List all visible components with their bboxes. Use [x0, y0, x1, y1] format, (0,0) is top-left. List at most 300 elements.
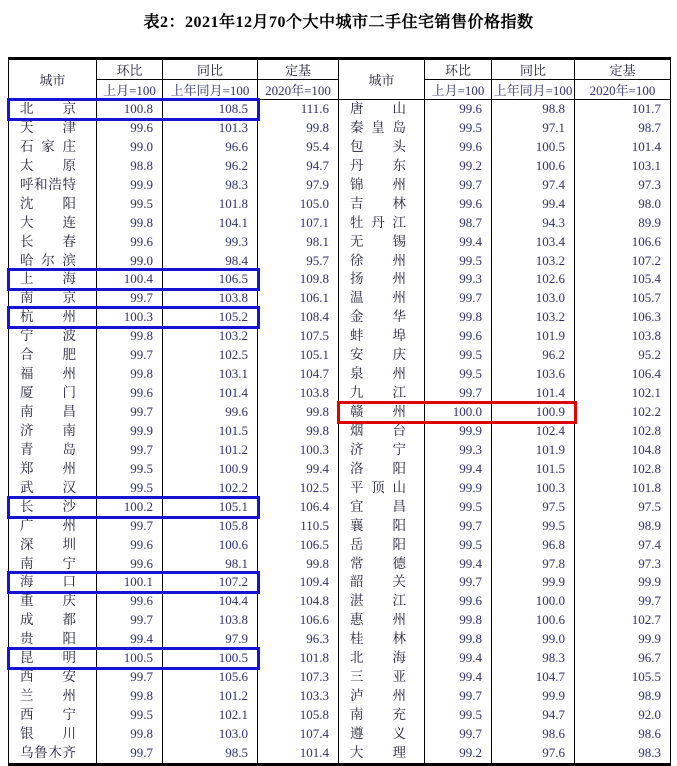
right-base-cell: 103.1	[575, 157, 671, 176]
left-yoy-cell: 101.4	[163, 384, 258, 403]
left-mom-cell: 99.8	[97, 365, 163, 384]
city-name: 宁波	[20, 328, 76, 344]
left-city-cell	[9, 195, 97, 214]
right-yoy-cell: 103.2	[492, 252, 575, 271]
right-yoy-cell: 97.6	[492, 744, 575, 764]
right-yoy-cell: 102.6	[492, 270, 575, 289]
left-base-cell: 106.1	[258, 289, 339, 308]
right-base-cell: 99.9	[575, 573, 671, 592]
right-base-cell: 89.9	[575, 214, 671, 233]
left-city-cell	[9, 176, 97, 195]
left-city-cell	[9, 517, 97, 536]
right-yoy-cell: 98.8	[492, 100, 575, 119]
right-mom-cell: 99.9	[425, 479, 492, 498]
city-name: 成都	[20, 612, 76, 628]
right-mom-cell: 99.7	[425, 517, 492, 536]
city-name: 兰州	[20, 688, 76, 704]
left-mom-cell: 100.8	[97, 100, 163, 119]
city-name: 武汉	[20, 479, 76, 495]
right-mom-cell: 99.5	[425, 498, 492, 517]
right-base-cell: 101.7	[575, 100, 671, 119]
right-yoy-cell: 100.6	[492, 157, 575, 176]
left-mom-cell: 99.8	[97, 214, 163, 233]
left-yoy-cell: 102.5	[163, 346, 258, 365]
left-city-cell	[9, 706, 97, 725]
right-base-cell: 102.1	[575, 384, 671, 403]
left-base-cell: 103.8	[258, 384, 339, 403]
right-city-cell	[339, 725, 425, 744]
city-name: 湛江	[350, 593, 406, 609]
city-name: 长沙	[20, 498, 76, 514]
right-mom-cell: 100.0	[425, 403, 492, 422]
right-base-cell: 97.5	[575, 498, 671, 517]
city-name: 厦门	[20, 385, 76, 401]
left-city-cell	[9, 668, 97, 687]
city-name: 金华	[350, 309, 406, 325]
left-mom-cell: 99.7	[97, 668, 163, 687]
right-base-cell: 105.4	[575, 270, 671, 289]
right-mom-cell: 98.7	[425, 214, 492, 233]
left-yoy-cell: 96.6	[163, 138, 258, 157]
city-name: 杭州	[20, 309, 76, 325]
left-city-cell	[9, 214, 97, 233]
header-yoy-left: 同比	[163, 59, 258, 80]
right-mom-cell: 99.4	[425, 460, 492, 479]
city-name: 贵阳	[20, 631, 76, 647]
left-city-cell	[9, 346, 97, 365]
left-mom-cell: 99.8	[97, 687, 163, 706]
right-city-cell	[339, 555, 425, 574]
left-yoy-cell: 103.2	[163, 327, 258, 346]
right-city-cell	[339, 536, 425, 555]
right-yoy-cell: 94.3	[492, 214, 575, 233]
left-mom-cell: 99.0	[97, 252, 163, 271]
city-name: 宜昌	[350, 498, 406, 514]
table-row	[9, 744, 671, 764]
right-city-cell	[339, 214, 425, 233]
header-mom-sub-left: 上月=100	[97, 80, 163, 100]
right-city-cell	[339, 403, 425, 422]
left-city-cell	[9, 422, 97, 441]
city-name: 烟台	[350, 422, 406, 438]
right-mom-cell: 99.4	[425, 555, 492, 574]
city-name: 泉州	[350, 366, 406, 382]
right-base-cell: 106.3	[575, 308, 671, 327]
city-name: 锦州	[350, 176, 406, 192]
right-yoy-cell: 103.4	[492, 233, 575, 252]
right-city-cell	[339, 346, 425, 365]
table-row	[9, 649, 671, 668]
right-yoy-cell: 101.9	[492, 441, 575, 460]
left-mom-cell: 99.7	[97, 744, 163, 764]
city-name: 沈阳	[20, 195, 76, 211]
right-base-cell: 101.8	[575, 479, 671, 498]
header-base-right: 定基	[575, 59, 671, 80]
left-yoy-cell: 100.9	[163, 460, 258, 479]
left-mom-cell: 99.8	[97, 327, 163, 346]
city-name: 遵义	[350, 725, 406, 741]
city-name: 安庆	[350, 347, 406, 363]
right-base-cell: 98.6	[575, 725, 671, 744]
city-name: 西安	[20, 669, 76, 685]
city-name: 哈尔滨	[20, 252, 76, 268]
left-mom-cell: 99.6	[97, 536, 163, 555]
right-yoy-cell: 103.6	[492, 365, 575, 384]
right-city-cell	[339, 630, 425, 649]
right-city-cell	[339, 365, 425, 384]
right-city-cell	[339, 422, 425, 441]
city-name: 吉林	[350, 195, 406, 211]
city-name: 广州	[20, 517, 76, 533]
price-index-table	[8, 57, 671, 766]
left-city-cell	[9, 687, 97, 706]
left-city-cell	[9, 384, 97, 403]
header-mom-left: 环比	[97, 59, 163, 80]
right-mom-cell: 99.2	[425, 157, 492, 176]
right-mom-cell: 99.5	[425, 706, 492, 725]
table-row	[9, 668, 671, 687]
city-name: 郑州	[20, 460, 76, 476]
city-name: 扬州	[350, 271, 406, 287]
header-mom-right: 环比	[425, 59, 492, 80]
left-yoy-cell: 106.5	[163, 270, 258, 289]
left-mom-cell: 100.4	[97, 270, 163, 289]
header-mom-sub-right: 上月=100	[425, 80, 492, 100]
city-name: 洛阳	[350, 460, 406, 476]
city-name: 呼和浩特	[20, 176, 76, 192]
right-mom-cell: 99.7	[425, 687, 492, 706]
left-city-cell	[9, 365, 97, 384]
right-city-cell	[339, 289, 425, 308]
city-name: 九江	[350, 385, 406, 401]
left-city-cell	[9, 498, 97, 517]
left-mom-cell: 98.8	[97, 157, 163, 176]
table-row	[9, 138, 671, 157]
table-row	[9, 233, 671, 252]
city-name: 韶关	[350, 574, 406, 590]
left-yoy-cell: 100.5	[163, 649, 258, 668]
right-mom-cell: 99.8	[425, 630, 492, 649]
city-name: 长春	[20, 233, 76, 249]
right-city-cell	[339, 479, 425, 498]
city-name: 徐州	[350, 252, 406, 268]
city-name: 赣州	[350, 404, 406, 420]
left-mom-cell: 99.5	[97, 460, 163, 479]
left-mom-cell: 99.7	[97, 611, 163, 630]
right-mom-cell: 99.5	[425, 119, 492, 138]
left-city-cell	[9, 327, 97, 346]
left-base-cell: 103.3	[258, 687, 339, 706]
right-yoy-cell: 101.5	[492, 460, 575, 479]
table-row	[9, 176, 671, 195]
left-base-cell: 107.3	[258, 668, 339, 687]
table-row	[9, 555, 671, 574]
left-city-cell	[9, 157, 97, 176]
left-base-cell: 102.5	[258, 479, 339, 498]
right-city-cell	[339, 649, 425, 668]
right-yoy-cell: 99.9	[492, 687, 575, 706]
left-yoy-cell: 98.4	[163, 252, 258, 271]
left-base-cell: 98.1	[258, 233, 339, 252]
right-base-cell: 99.9	[575, 630, 671, 649]
left-city-cell	[9, 403, 97, 422]
right-mom-cell: 99.5	[425, 536, 492, 555]
left-yoy-cell: 103.0	[163, 725, 258, 744]
table-row	[9, 460, 671, 479]
table-row	[9, 422, 671, 441]
right-yoy-cell: 98.3	[492, 649, 575, 668]
left-mom-cell: 99.6	[97, 233, 163, 252]
table-row	[9, 498, 671, 517]
left-base-cell: 106.6	[258, 611, 339, 630]
left-base-cell: 99.8	[258, 119, 339, 138]
table-row	[9, 100, 671, 119]
city-name: 温州	[350, 290, 406, 306]
right-city-cell	[339, 138, 425, 157]
header-yoy-sub-left: 上年同月=100	[163, 80, 258, 100]
city-name: 太原	[20, 157, 76, 173]
table-row	[9, 536, 671, 555]
table-row	[9, 214, 671, 233]
left-base-cell: 107.4	[258, 725, 339, 744]
left-mom-cell: 99.5	[97, 479, 163, 498]
right-base-cell: 106.4	[575, 365, 671, 384]
right-yoy-cell: 103.0	[492, 289, 575, 308]
city-name: 常德	[350, 555, 406, 571]
city-name: 合肥	[20, 347, 76, 363]
city-name: 三亚	[350, 669, 406, 685]
right-mom-cell: 99.5	[425, 346, 492, 365]
left-base-cell: 109.8	[258, 270, 339, 289]
left-city-cell	[9, 725, 97, 744]
city-name: 大理	[350, 744, 406, 760]
right-yoy-cell: 100.5	[492, 138, 575, 157]
left-base-cell: 106.4	[258, 498, 339, 517]
left-yoy-cell: 102.2	[163, 479, 258, 498]
city-name: 丹东	[350, 157, 406, 173]
left-base-cell: 96.3	[258, 630, 339, 649]
left-yoy-cell: 101.3	[163, 119, 258, 138]
left-mom-cell: 99.5	[97, 706, 163, 725]
city-name: 北京	[20, 101, 76, 117]
left-base-cell: 106.5	[258, 536, 339, 555]
right-city-cell	[339, 611, 425, 630]
city-name: 石家庄	[20, 138, 76, 154]
city-name: 北海	[350, 650, 406, 666]
header-yoy-sub-right: 上年同月=100	[492, 80, 575, 100]
city-name: 重庆	[20, 593, 76, 609]
right-mom-cell: 99.7	[425, 384, 492, 403]
right-mom-cell: 99.6	[425, 592, 492, 611]
left-yoy-cell: 104.1	[163, 214, 258, 233]
right-mom-cell: 99.7	[425, 289, 492, 308]
left-yoy-cell: 96.2	[163, 157, 258, 176]
left-mom-cell: 100.1	[97, 573, 163, 592]
header-city-right: 城市	[339, 59, 425, 100]
right-city-cell	[339, 252, 425, 271]
left-yoy-cell: 101.8	[163, 195, 258, 214]
right-yoy-cell: 104.7	[492, 668, 575, 687]
left-mom-cell: 99.7	[97, 289, 163, 308]
right-mom-cell: 99.6	[425, 100, 492, 119]
city-name: 南昌	[20, 404, 76, 420]
left-base-cell: 99.8	[258, 555, 339, 574]
table-row	[9, 270, 671, 289]
right-yoy-cell: 103.2	[492, 308, 575, 327]
city-name: 南京	[20, 290, 76, 306]
left-base-cell: 100.3	[258, 441, 339, 460]
left-base-cell: 105.8	[258, 706, 339, 725]
right-city-cell	[339, 744, 425, 764]
city-name: 西宁	[20, 707, 76, 723]
right-yoy-cell: 102.4	[492, 422, 575, 441]
right-base-cell: 102.8	[575, 460, 671, 479]
left-base-cell: 99.8	[258, 422, 339, 441]
right-yoy-cell: 97.4	[492, 176, 575, 195]
header-base-sub-left: 2020年=100	[258, 80, 339, 100]
right-base-cell: 101.4	[575, 138, 671, 157]
right-base-cell: 98.0	[575, 195, 671, 214]
left-base-cell: 108.4	[258, 308, 339, 327]
table-row	[9, 706, 671, 725]
table-row	[9, 365, 671, 384]
right-mom-cell: 99.3	[425, 270, 492, 289]
city-name: 大连	[20, 214, 76, 230]
right-base-cell: 98.3	[575, 744, 671, 764]
left-mom-cell: 99.7	[97, 403, 163, 422]
right-yoy-cell: 97.1	[492, 119, 575, 138]
left-base-cell: 111.6	[258, 100, 339, 119]
city-name: 牡丹江	[350, 214, 406, 230]
left-city-cell	[9, 233, 97, 252]
right-city-cell	[339, 384, 425, 403]
right-mom-cell: 99.7	[425, 573, 492, 592]
table-row	[9, 252, 671, 271]
table-row	[9, 157, 671, 176]
left-base-cell: 101.4	[258, 744, 339, 764]
right-city-cell	[339, 119, 425, 138]
city-name: 深圳	[20, 536, 76, 552]
right-city-cell	[339, 517, 425, 536]
header-base-left: 定基	[258, 59, 339, 80]
right-base-cell: 98.9	[575, 687, 671, 706]
left-city-cell	[9, 630, 97, 649]
left-base-cell: 99.4	[258, 460, 339, 479]
left-mom-cell: 99.9	[97, 176, 163, 195]
right-yoy-cell: 99.4	[492, 195, 575, 214]
left-base-cell: 95.4	[258, 138, 339, 157]
city-name: 上海	[20, 271, 76, 287]
right-yoy-cell: 99.5	[492, 517, 575, 536]
table-row	[9, 441, 671, 460]
left-yoy-cell: 100.6	[163, 536, 258, 555]
right-city-cell	[339, 460, 425, 479]
left-mom-cell: 99.7	[97, 346, 163, 365]
right-mom-cell: 99.4	[425, 233, 492, 252]
right-yoy-cell: 100.3	[492, 479, 575, 498]
left-yoy-cell: 103.8	[163, 611, 258, 630]
city-name: 海口	[20, 574, 76, 590]
left-yoy-cell: 97.9	[163, 630, 258, 649]
city-name: 无锡	[350, 233, 406, 249]
left-city-cell	[9, 479, 97, 498]
table-title: 表2：2021年12月70个大中城市二手住宅销售价格指数	[143, 14, 534, 31]
left-base-cell: 107.1	[258, 214, 339, 233]
header-yoy-right: 同比	[492, 59, 575, 80]
right-city-cell	[339, 195, 425, 214]
left-city-cell	[9, 308, 97, 327]
right-base-cell: 102.8	[575, 422, 671, 441]
right-city-cell	[339, 308, 425, 327]
city-name: 蚌埠	[350, 328, 406, 344]
left-city-cell	[9, 536, 97, 555]
left-yoy-cell: 101.5	[163, 422, 258, 441]
left-yoy-cell: 107.2	[163, 573, 258, 592]
left-mom-cell: 99.8	[97, 725, 163, 744]
table-row	[9, 479, 671, 498]
right-city-cell	[339, 706, 425, 725]
right-base-cell: 98.7	[575, 119, 671, 138]
left-mom-cell: 99.5	[97, 195, 163, 214]
left-base-cell: 105.0	[258, 195, 339, 214]
left-base-cell: 107.5	[258, 327, 339, 346]
table-row	[9, 119, 671, 138]
right-base-cell: 95.2	[575, 346, 671, 365]
left-base-cell: 105.1	[258, 346, 339, 365]
left-mom-cell: 99.6	[97, 384, 163, 403]
table-header	[9, 59, 671, 100]
right-yoy-cell: 100.9	[492, 403, 575, 422]
left-base-cell: 97.9	[258, 176, 339, 195]
right-yoy-cell: 100.6	[492, 611, 575, 630]
right-mom-cell: 99.6	[425, 195, 492, 214]
right-mom-cell: 99.2	[425, 744, 492, 764]
right-yoy-cell: 101.4	[492, 384, 575, 403]
left-city-cell	[9, 460, 97, 479]
left-yoy-cell: 101.2	[163, 687, 258, 706]
right-base-cell: 106.6	[575, 233, 671, 252]
left-base-cell: 104.8	[258, 592, 339, 611]
city-name: 桂林	[350, 631, 406, 647]
header-base-sub-right: 2020年=100	[575, 80, 671, 100]
table-body	[9, 100, 671, 765]
right-mom-cell: 99.3	[425, 441, 492, 460]
right-base-cell: 97.3	[575, 555, 671, 574]
right-yoy-cell: 97.8	[492, 555, 575, 574]
right-yoy-cell: 99.9	[492, 573, 575, 592]
city-name: 南宁	[20, 555, 76, 571]
right-city-cell	[339, 157, 425, 176]
table-row	[9, 346, 671, 365]
city-name: 青岛	[20, 441, 76, 457]
city-name: 秦皇岛	[350, 119, 406, 135]
left-mom-cell: 100.2	[97, 498, 163, 517]
right-base-cell: 105.5	[575, 668, 671, 687]
city-name: 济宁	[350, 441, 406, 457]
left-yoy-cell: 99.3	[163, 233, 258, 252]
table-row	[9, 573, 671, 592]
left-yoy-cell: 98.3	[163, 176, 258, 195]
right-city-cell	[339, 270, 425, 289]
left-city-cell	[9, 138, 97, 157]
city-name: 襄阳	[350, 517, 406, 533]
right-mom-cell: 99.5	[425, 252, 492, 271]
left-base-cell: 99.8	[258, 403, 339, 422]
left-yoy-cell: 98.5	[163, 744, 258, 764]
left-base-cell: 94.7	[258, 157, 339, 176]
right-mom-cell: 99.9	[425, 422, 492, 441]
right-base-cell: 99.7	[575, 592, 671, 611]
